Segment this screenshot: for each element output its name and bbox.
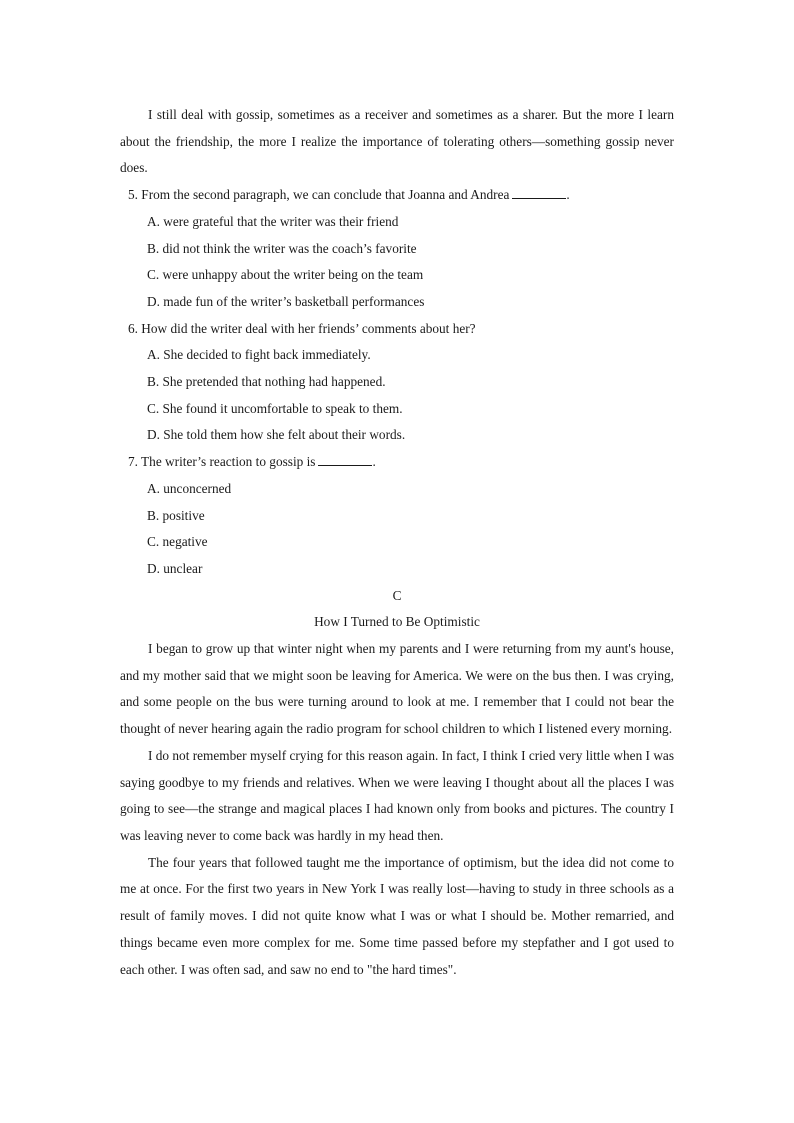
question-5-option-b: B. did not think the writer was the coach’s favorite bbox=[147, 240, 417, 256]
question-6-option-c: C. She found it uncomfortable to speak to them. bbox=[147, 400, 403, 416]
question-7-option-b: B. positive bbox=[147, 507, 205, 523]
section-c-paragraph-1: I began to grow up that winter night when my parents and I were returning from my aunt's house, and my mother said that we might soon be leaving for America. We were on the bus then. I was crying, and some people on the bus were turning around to look at me. I remember that I could not bear the thought of never hearing again the radio program for school children to which I listened every morning. bbox=[120, 641, 674, 737]
question-5-option-d: D. made fun of the writer’s basketball performances bbox=[147, 293, 425, 309]
question-7-blank bbox=[318, 451, 372, 466]
question-5-period: . bbox=[566, 187, 570, 203]
question-6-option-d: D. She told them how she felt about their words. bbox=[147, 427, 406, 443]
passage-b-final-paragraph: I still deal with gossip, sometimes as a receiver and sometimes as a sharer. But the more I learn about the friendship, the more I realize the importance of tolerating others—something gossip never does. bbox=[120, 107, 674, 176]
question-7-stem bbox=[120, 449, 674, 476]
question-5-stem bbox=[120, 182, 674, 209]
question-7-text: 7. The writer’s reaction to gossip is bbox=[128, 454, 316, 470]
question-5-option-c: C. were unhappy about the writer being on the team bbox=[147, 267, 424, 283]
question-7-period: . bbox=[372, 454, 376, 470]
question-5-blank bbox=[512, 184, 566, 199]
question-6-option-a: A. She decided to fight back immediately. bbox=[147, 347, 371, 363]
section-c-paragraph-3: The four years that followed taught me the importance of optimism, but the idea did not come to me at once. For the first two years in New York I was really lost—having to study in three schools as a result of family moves. I did not quite know what I was or what I should be. Mother remarried, and things became even more complex for me. Some time passed before my stepfather and I got used to each other. I was often sad, and saw no end to "the hard times". bbox=[120, 854, 674, 977]
question-7-option-a: A. unconcerned bbox=[147, 480, 232, 496]
question-5-text: 5. From the second paragraph, we can conclude that Joanna and Andrea bbox=[128, 187, 510, 203]
question-5-option-a: A. were grateful that the writer was their friend bbox=[147, 213, 399, 229]
section-c-paragraph-2: I do not remember myself crying for this reason again. In fact, I think I cried very little when I was saying goodbye to my friends and relatives. When we were leaving I thought about all the places I was going to see—the strange and magical places I had known only from books and pictures. The country I was leaving never to come back was hardly in my head then. bbox=[120, 747, 674, 843]
document-page bbox=[120, 102, 674, 983]
section-c-letter: C bbox=[392, 587, 402, 603]
question-6-stem: 6. How did the writer deal with her friends’ comments about her? bbox=[128, 320, 476, 336]
question-6-option-b: B. She pretended that nothing had happened. bbox=[147, 374, 386, 390]
section-c-title: How I Turned to Be Optimistic bbox=[314, 614, 480, 630]
question-7-option-d: D. unclear bbox=[147, 560, 203, 576]
question-7-option-c: C. negative bbox=[147, 534, 208, 550]
